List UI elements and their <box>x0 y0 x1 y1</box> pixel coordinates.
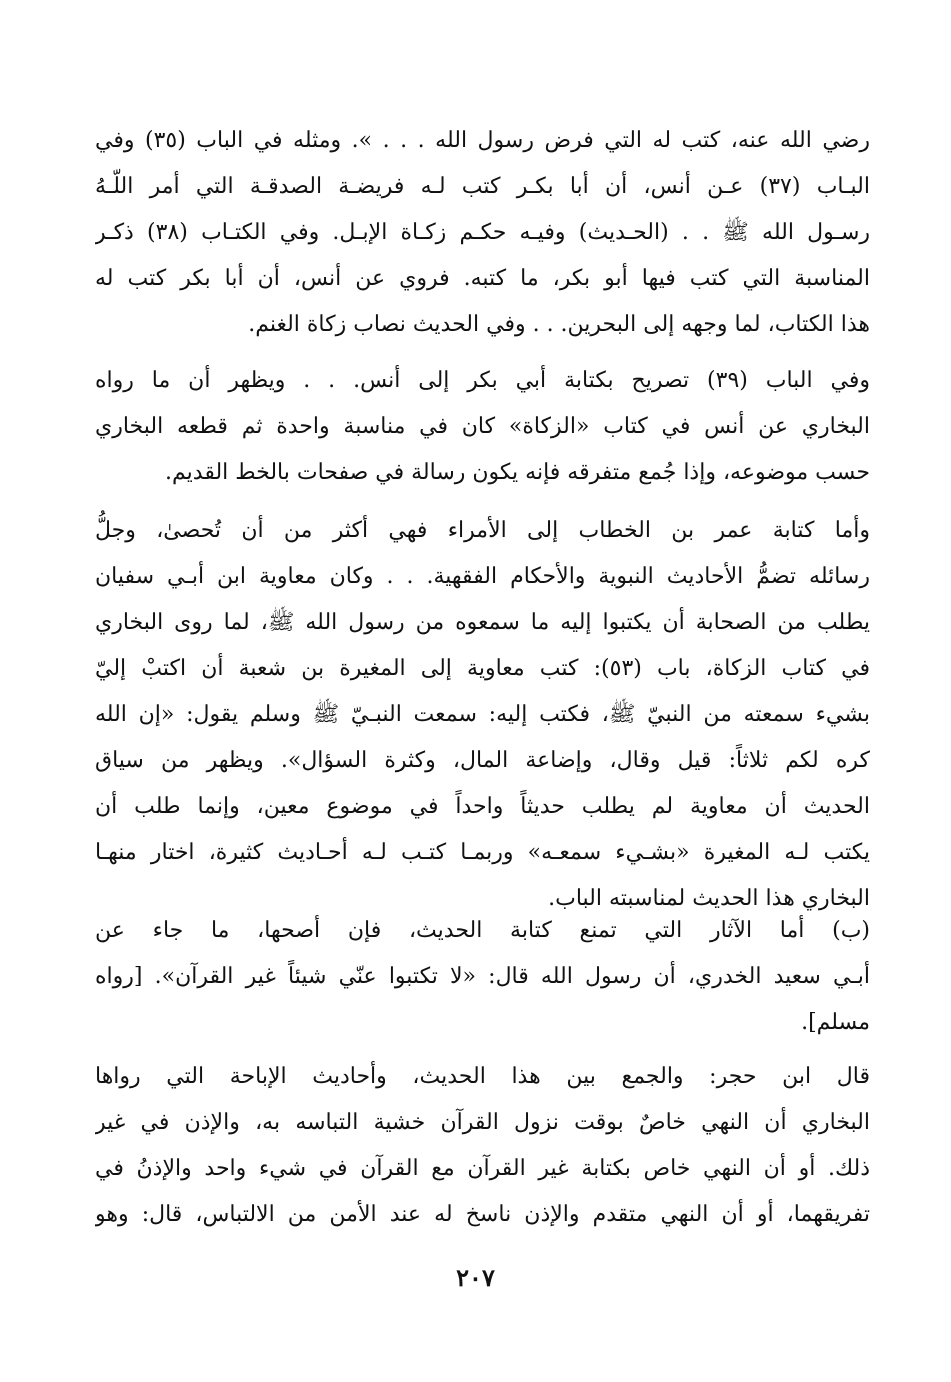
text-line: المناسبة التي كتب فيها أبو بكر، ما كتبه. فروي عن أنس، أن أبا بكر كتب له <box>95 266 870 291</box>
paragraph-1 <box>95 118 870 348</box>
text-line: البخاري عن أنس في كتاب «الزكاة» كان في مناسبة واحدة ثم قطعه البخاري <box>95 414 870 439</box>
text-line: يكتب لـه المغيرة «بشـيء سمعـه» وربمـا كتـب لـه أحـاديث كثيرة، اختار منهـا <box>95 840 870 865</box>
text-line: قال ابن حجر: والجمع بين هذا الحديث، وأحاديث الإباحة التي رواها <box>95 1064 870 1089</box>
text-line: حسب موضوعه، وإذا جُمع متفرقه فإنه يكون رسالة في صفحات بالخط القديم. <box>165 460 870 485</box>
text-line: الحديث أن معاوية لم يطلب حديثاً واحداً في موضوع معين، وإنما طلب أن <box>95 794 870 819</box>
text-line: البـاب (٣٧) عـن أنس، أن أبا بكـر كتب لـه فريضـة الصدقـة التي أمر اللّـهُ <box>95 174 870 199</box>
text-line: يطلب من الصحابة أن يكتبوا إليه ما سمعوه من رسول الله ﷺ، لما روى البخاري <box>95 610 870 635</box>
text-line: (ب) أما الآثار التي تمنع كتابة الحديث، فإن أصحها، ما جاء عن <box>95 918 870 943</box>
text-line: رسـول الله ﷺ . . (الحـديث) وفيـه حكـم زكـاة الإبـل. وفي الكتـاب (٣٨) ذكـر <box>95 220 870 245</box>
paragraph-5 <box>95 1054 870 1238</box>
text-line: هذا الكتاب، لما وجهه إلى البحرين. . . وفي الحديث نصاب زكاة الغنم. <box>248 312 870 337</box>
paragraph-2 <box>95 358 870 496</box>
text-line: كره لكم ثلاثاً: قيل وقال، وإضاعة المال، وكثرة السؤال». ويظهر من سياق <box>95 748 870 773</box>
text-line: وأما كتابة عمر بن الخطاب إلى الأمراء فهي أكثر من أن تُحصىٰ، وجلُّ <box>95 518 870 543</box>
text-line: رضي الله عنه، كتب له التي فرض رسول الله . . . ». ومثله في الباب (٣٥) وفي <box>95 128 870 153</box>
page-number: ٢٠٧ <box>456 1263 495 1292</box>
paragraph-3 <box>95 508 870 922</box>
text-line: في كتاب الزكاة، باب (٥٣): كتب معاوية إلى المغيرة بن شعبة أن اكتبْ إليّ <box>95 656 870 681</box>
text-line: تفريقهما، أو أن النهي متقدم والإذن ناسخ له عند الأمن من الالتباس، قال: وهو <box>95 1202 870 1227</box>
text-line: بشيء سمعته من النبيّ ﷺ، فكتب إليه: سمعت النبـيّ ﷺ وسلم يقول: «إن الله <box>95 702 870 727</box>
text-line: ذلك. أو أن النهي خاص بكتابة غير القرآن مع القرآن في شيء واحد والإذنُ في <box>95 1156 870 1181</box>
text-line: رسائله تضمُّ الأحاديث النبوية والأحكام الفقهية. . . وكان معاوية ابن أبـي سفيان <box>95 564 870 589</box>
text-line: مسلم]. <box>801 1010 870 1035</box>
text-line: وفي الباب (٣٩) تصريح بكتابة أبي بكر إلى أنس. . . ويظهر أن ما رواه <box>95 368 870 393</box>
paragraph-4 <box>95 908 870 1046</box>
text-line: البخاري أن النهي خاصٌ بوقت نزول القرآن خشية التباسه به، والإذن في غير <box>95 1110 870 1135</box>
text-line: أبـي سعيد الخدري، أن رسول الله قال: «لا تكتبوا عنّي شيئاً غير القرآن». [رواه <box>95 964 870 989</box>
text-line: البخاري هذا الحديث لمناسبته الباب. <box>548 886 870 911</box>
